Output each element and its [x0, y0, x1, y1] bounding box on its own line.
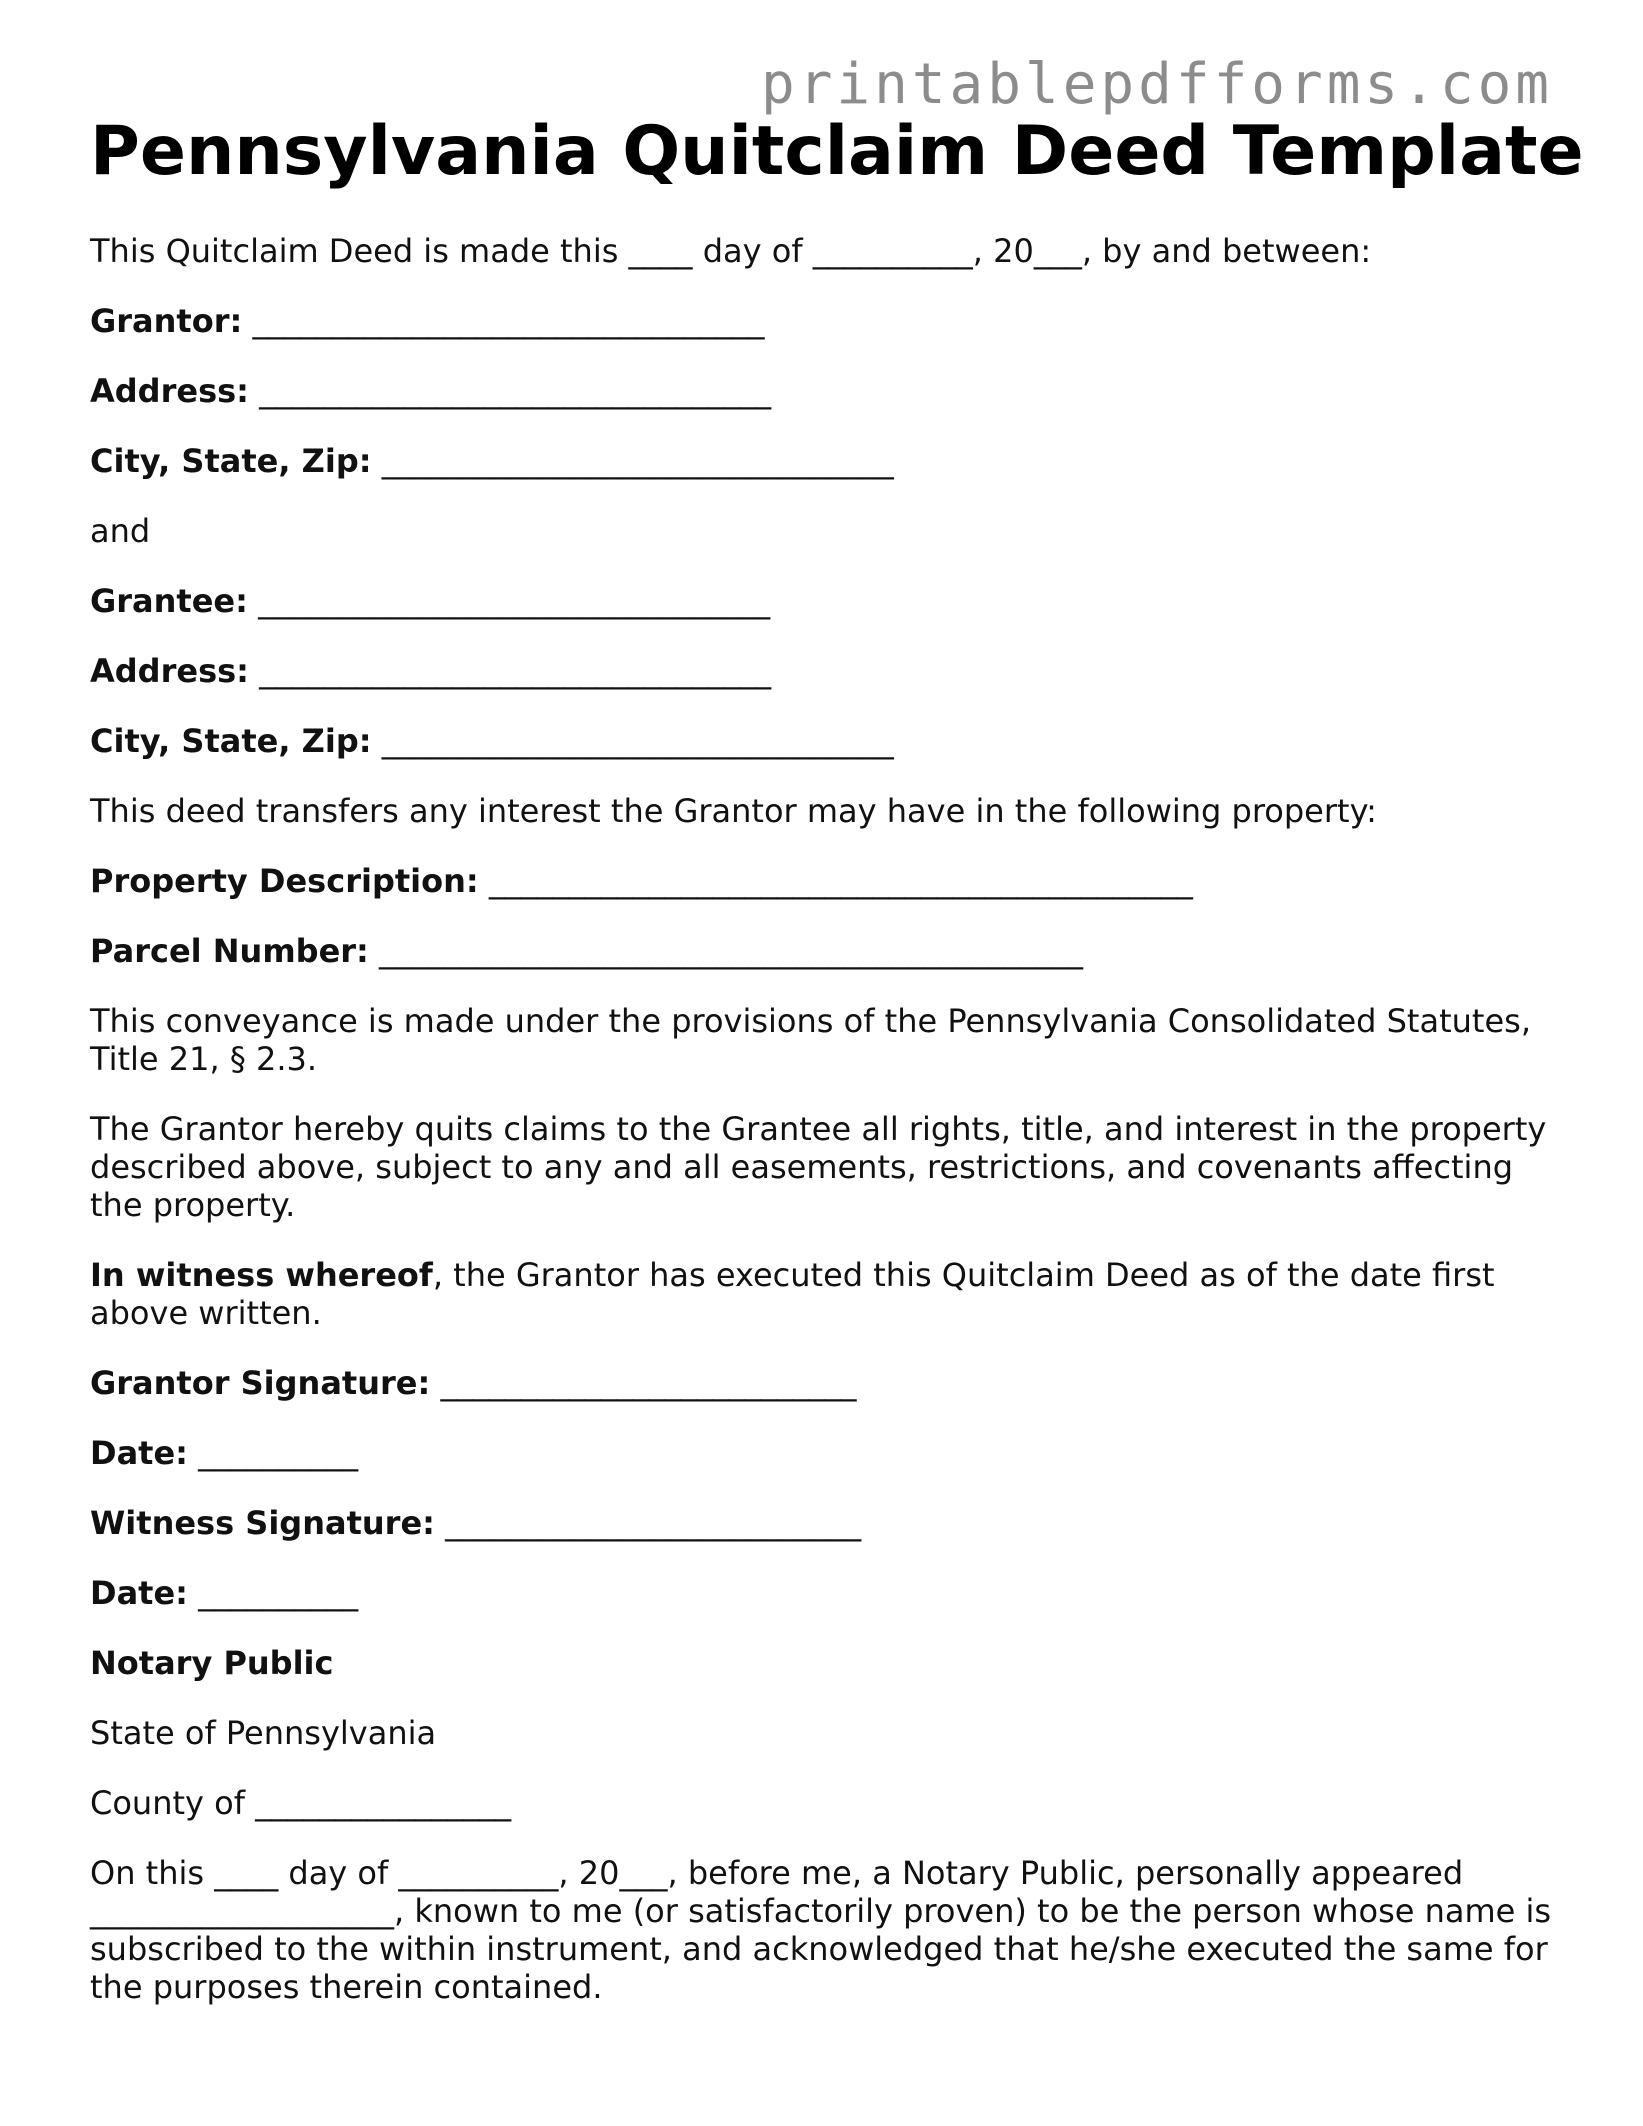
and-text: and — [90, 512, 151, 550]
witness-date-field[interactable]: __________ — [198, 1574, 359, 1612]
property-description-line — [90, 862, 1560, 900]
transfer-paragraph: This deed transfers any interest the Grantor may have in the following property: — [90, 792, 1377, 830]
grantee-name-line — [90, 582, 1560, 620]
grantor-date-label: Date: — [90, 1434, 188, 1472]
grantee-city-label: City, State, Zip: — [90, 722, 372, 760]
property-description-field[interactable]: ____________________________________________ — [488, 862, 1193, 900]
grantee-address-field[interactable]: ________________________________ — [259, 652, 772, 690]
grantee-city-field[interactable]: ________________________________ — [381, 722, 894, 760]
grantor-name-line — [90, 302, 1560, 340]
grantor-address-field[interactable]: ________________________________ — [259, 372, 772, 410]
witness-clause-rest: , the Grantor has executed this Quitclaim Deed as of the date first above written. — [90, 1256, 1495, 1332]
parcel-number-line — [90, 932, 1560, 970]
statute-paragraph: This conveyance is made under the provisions of the Pennsylvania Consolidated Statutes, Title 21, § 2.3. — [90, 1002, 1531, 1078]
grantor-date-field[interactable]: __________ — [198, 1434, 359, 1472]
notary-heading: Notary Public — [90, 1644, 334, 1682]
intro-paragraph: This Quitclaim Deed is made this ____ day of __________, 20___, by and between: — [90, 232, 1372, 270]
grantee-address-line — [90, 652, 1560, 690]
grantee-address-label: Address: — [90, 652, 249, 690]
witness-clause — [90, 1256, 1560, 1332]
grantor-name-label: Grantor: — [90, 302, 243, 340]
parcel-number-label: Parcel Number: — [90, 932, 369, 970]
deed-body — [90, 232, 1560, 2038]
grantor-city-line — [90, 442, 1560, 480]
page-title: Pennsylvania Quitclaim Deed Template — [90, 112, 1584, 191]
grantor-name-field[interactable]: ________________________________ — [252, 302, 765, 340]
grantor-signature-label: Grantor Signature: — [90, 1364, 431, 1402]
grantee-city-line — [90, 722, 1560, 760]
grantor-signature-field[interactable]: __________________________ — [440, 1364, 857, 1402]
grantor-city-field[interactable]: ________________________________ — [381, 442, 894, 480]
grantor-address-line — [90, 372, 1560, 410]
notary-county-line — [90, 1784, 1560, 1822]
parcel-number-field[interactable]: ____________________________________________ — [379, 932, 1084, 970]
quitclaim-paragraph: The Grantor hereby quits claims to the Grantee all rights, title, and interest in the property described above, subject to any and all easements, restrictions, and covenants affecting the property. — [90, 1110, 1547, 1224]
witness-date-label: Date: — [90, 1574, 188, 1612]
property-description-label: Property Description: — [90, 862, 479, 900]
grantor-signature-line — [90, 1364, 1560, 1402]
notary-state: State of Pennsylvania — [90, 1714, 437, 1752]
witness-clause-bold: In witness whereof — [90, 1256, 433, 1294]
grantee-name-field[interactable]: ________________________________ — [258, 582, 771, 620]
grantor-city-label: City, State, Zip: — [90, 442, 372, 480]
witness-date-line — [90, 1574, 1560, 1612]
witness-signature-line — [90, 1504, 1560, 1542]
grantor-date-line — [90, 1434, 1560, 1472]
grantee-name-label: Grantee: — [90, 582, 248, 620]
watermark: printablepdfforms.com — [760, 52, 1553, 117]
notary-county-field[interactable]: ________________ — [255, 1784, 512, 1822]
notary-county-label: County of — [90, 1784, 245, 1822]
witness-signature-label: Witness Signature: — [90, 1504, 435, 1542]
grantor-address-label: Address: — [90, 372, 249, 410]
notary-acknowledgment: On this ____ day of __________, 20___, before me, a Notary Public, personally appeared ___________________, known to me (or satisfactorily proven) to be the person whose name is subscribed to the within instrument, and acknowledged that he/she executed the same for the purposes therein contained. — [90, 1854, 1552, 2006]
witness-signature-field[interactable]: __________________________ — [445, 1504, 862, 1542]
